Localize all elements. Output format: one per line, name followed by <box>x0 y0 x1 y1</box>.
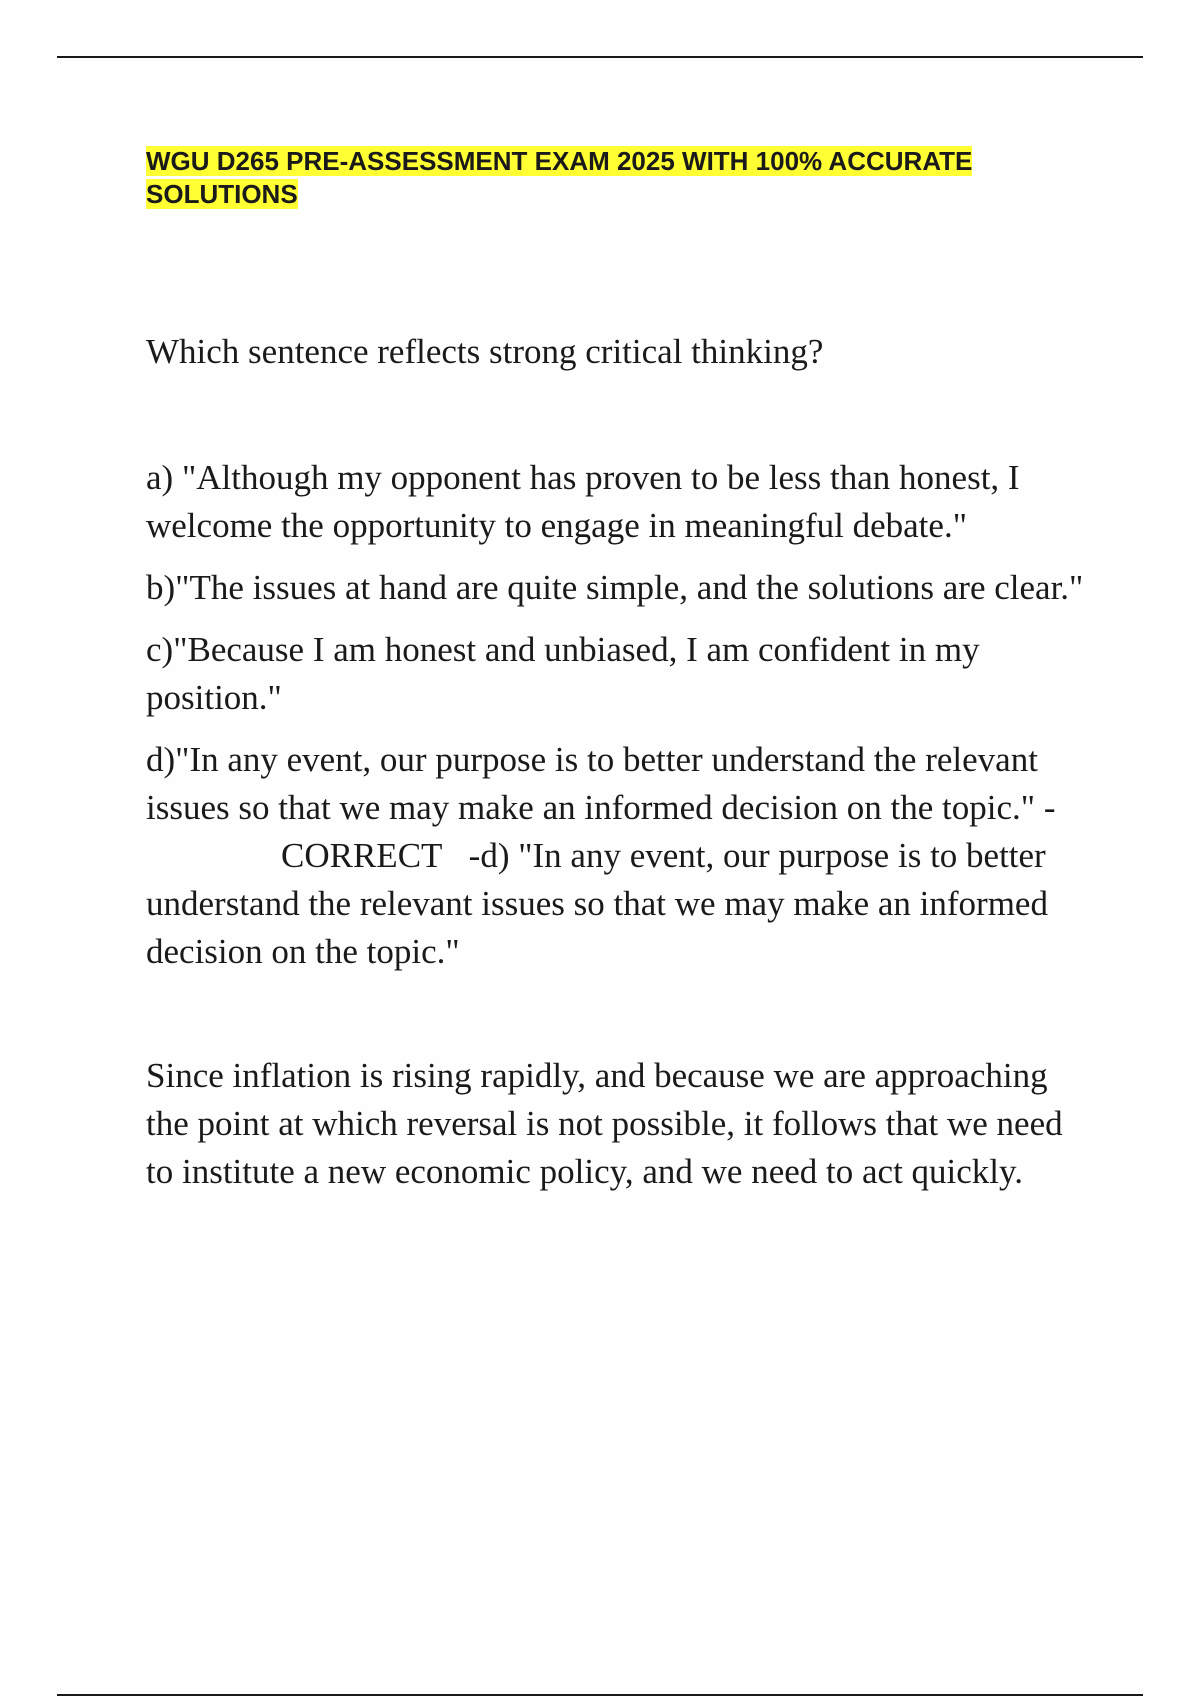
document-body <box>146 145 1086 1196</box>
correct-answer: -d) "In any event, our purpose is to better understand the relevant issues so that we may make an informed decision on the topic." <box>146 836 1048 971</box>
option-d <box>146 736 1086 976</box>
question-2-prompt: Since inflation is rising rapidly, and because we are approaching the point at which reversal is not possible, it follows that we need to institute a new economic policy, and we need to act quickly. <box>146 1056 1063 1191</box>
bottom-rule <box>57 1694 1143 1696</box>
top-rule <box>57 56 1143 58</box>
document-title <box>146 145 1086 211</box>
option-d-text: d)"In any event, our purpose is to better understand the relevant issues so that we may make an informed decision on the topic." - <box>146 740 1056 827</box>
option-a: a) "Although my opponent has proven to be less than honest, I welcome the opportunity to engage in meaningful debate." <box>146 458 1020 545</box>
option-b: b)"The issues at hand are quite simple, and the solutions are clear." <box>146 568 1084 607</box>
option-c: c)"Because I am honest and unbiased, I am confident in my position." <box>146 630 980 717</box>
title-highlight: WGU D265 PRE-ASSESSMENT EXAM 2025 WITH 100% ACCURATE SOLUTIONS <box>146 146 973 209</box>
question-1-prompt: Which sentence reflects strong critical thinking? <box>146 332 824 371</box>
question-1-options <box>146 454 1086 976</box>
correct-label: CORRECT <box>281 836 443 875</box>
